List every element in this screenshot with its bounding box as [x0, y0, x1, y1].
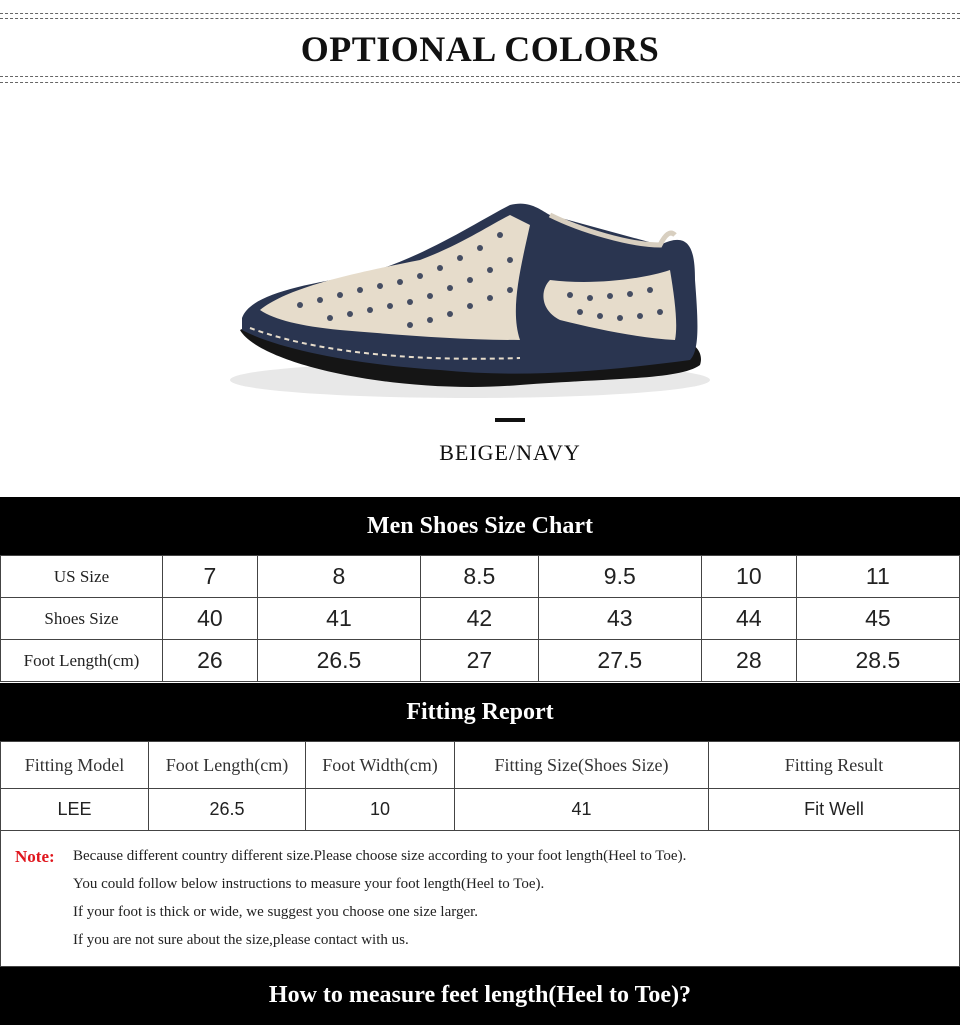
column-header: Fitting Result — [709, 742, 960, 789]
row-label: Shoes Size — [1, 598, 163, 640]
product-image-area — [0, 190, 960, 420]
table-cell: 27 — [421, 640, 539, 682]
column-header: Foot Length(cm) — [149, 742, 306, 789]
size-chart-title: Men Shoes Size Chart — [0, 497, 960, 555]
table-cell: 41 — [257, 598, 420, 640]
note-line: Because different country different size.Please choose size according to your foot length(Heel to Toe). — [73, 848, 687, 864]
optional-colors-header — [0, 0, 960, 90]
column-header: Fitting Model — [1, 742, 149, 789]
table-cell: 8 — [257, 556, 420, 598]
header-dash-top-2 — [0, 18, 960, 19]
header-dash-top-1 — [0, 13, 960, 14]
column-header: Foot Width(cm) — [306, 742, 455, 789]
table-row — [1, 556, 960, 598]
table-cell: 27.5 — [538, 640, 701, 682]
header-title: OPTIONAL COLORS — [300, 29, 660, 69]
note-line: If you are not sure about the size,please contact with us. — [73, 932, 409, 948]
note-label: Note: — [15, 847, 55, 866]
table-cell: 8.5 — [421, 556, 539, 598]
row-label: Foot Length(cm) — [1, 640, 163, 682]
table-cell: 41 — [455, 789, 709, 831]
table-cell: 9.5 — [538, 556, 701, 598]
table-cell: 44 — [701, 598, 796, 640]
table-cell: 40 — [163, 598, 258, 640]
note-line: If your foot is thick or wide, we suggest you choose one size larger. — [73, 904, 479, 920]
table-cell: 26.5 — [257, 640, 420, 682]
table-cell: LEE — [1, 789, 149, 831]
table-cell: 7 — [163, 556, 258, 598]
table-cell: 28 — [701, 640, 796, 682]
table-cell: 42 — [421, 598, 539, 640]
color-label: BEIGE/NAVY — [439, 440, 581, 465]
table-header-row — [1, 742, 960, 789]
header-dash-bottom-2 — [0, 82, 960, 83]
table-cell: Fit Well — [709, 789, 960, 831]
table-cell: 10 — [701, 556, 796, 598]
size-chart-table — [0, 555, 960, 682]
loafer-shoe-image[interactable] — [220, 190, 720, 410]
table-cell: 10 — [306, 789, 455, 831]
row-label: US Size — [1, 556, 163, 598]
table-cell: 11 — [796, 556, 959, 598]
table-cell: 43 — [538, 598, 701, 640]
color-separator — [495, 418, 525, 422]
table-cell: 28.5 — [796, 640, 959, 682]
measure-title: How to measure feet length(Heel to Toe)? — [0, 967, 960, 1025]
column-header: Fitting Size(Shoes Size) — [455, 742, 709, 789]
note-line: You could follow below instructions to measure your foot length(Heel to Toe). — [73, 876, 545, 892]
table-row — [1, 598, 960, 640]
table-cell: 26 — [163, 640, 258, 682]
table-cell: 26.5 — [149, 789, 306, 831]
fitting-report-table — [0, 741, 960, 831]
header-dash-bottom-1 — [0, 76, 960, 77]
table-row — [1, 640, 960, 682]
note-box — [0, 829, 960, 967]
fitting-report-title: Fitting Report — [0, 683, 960, 741]
table-cell: 45 — [796, 598, 959, 640]
table-row — [1, 789, 960, 831]
